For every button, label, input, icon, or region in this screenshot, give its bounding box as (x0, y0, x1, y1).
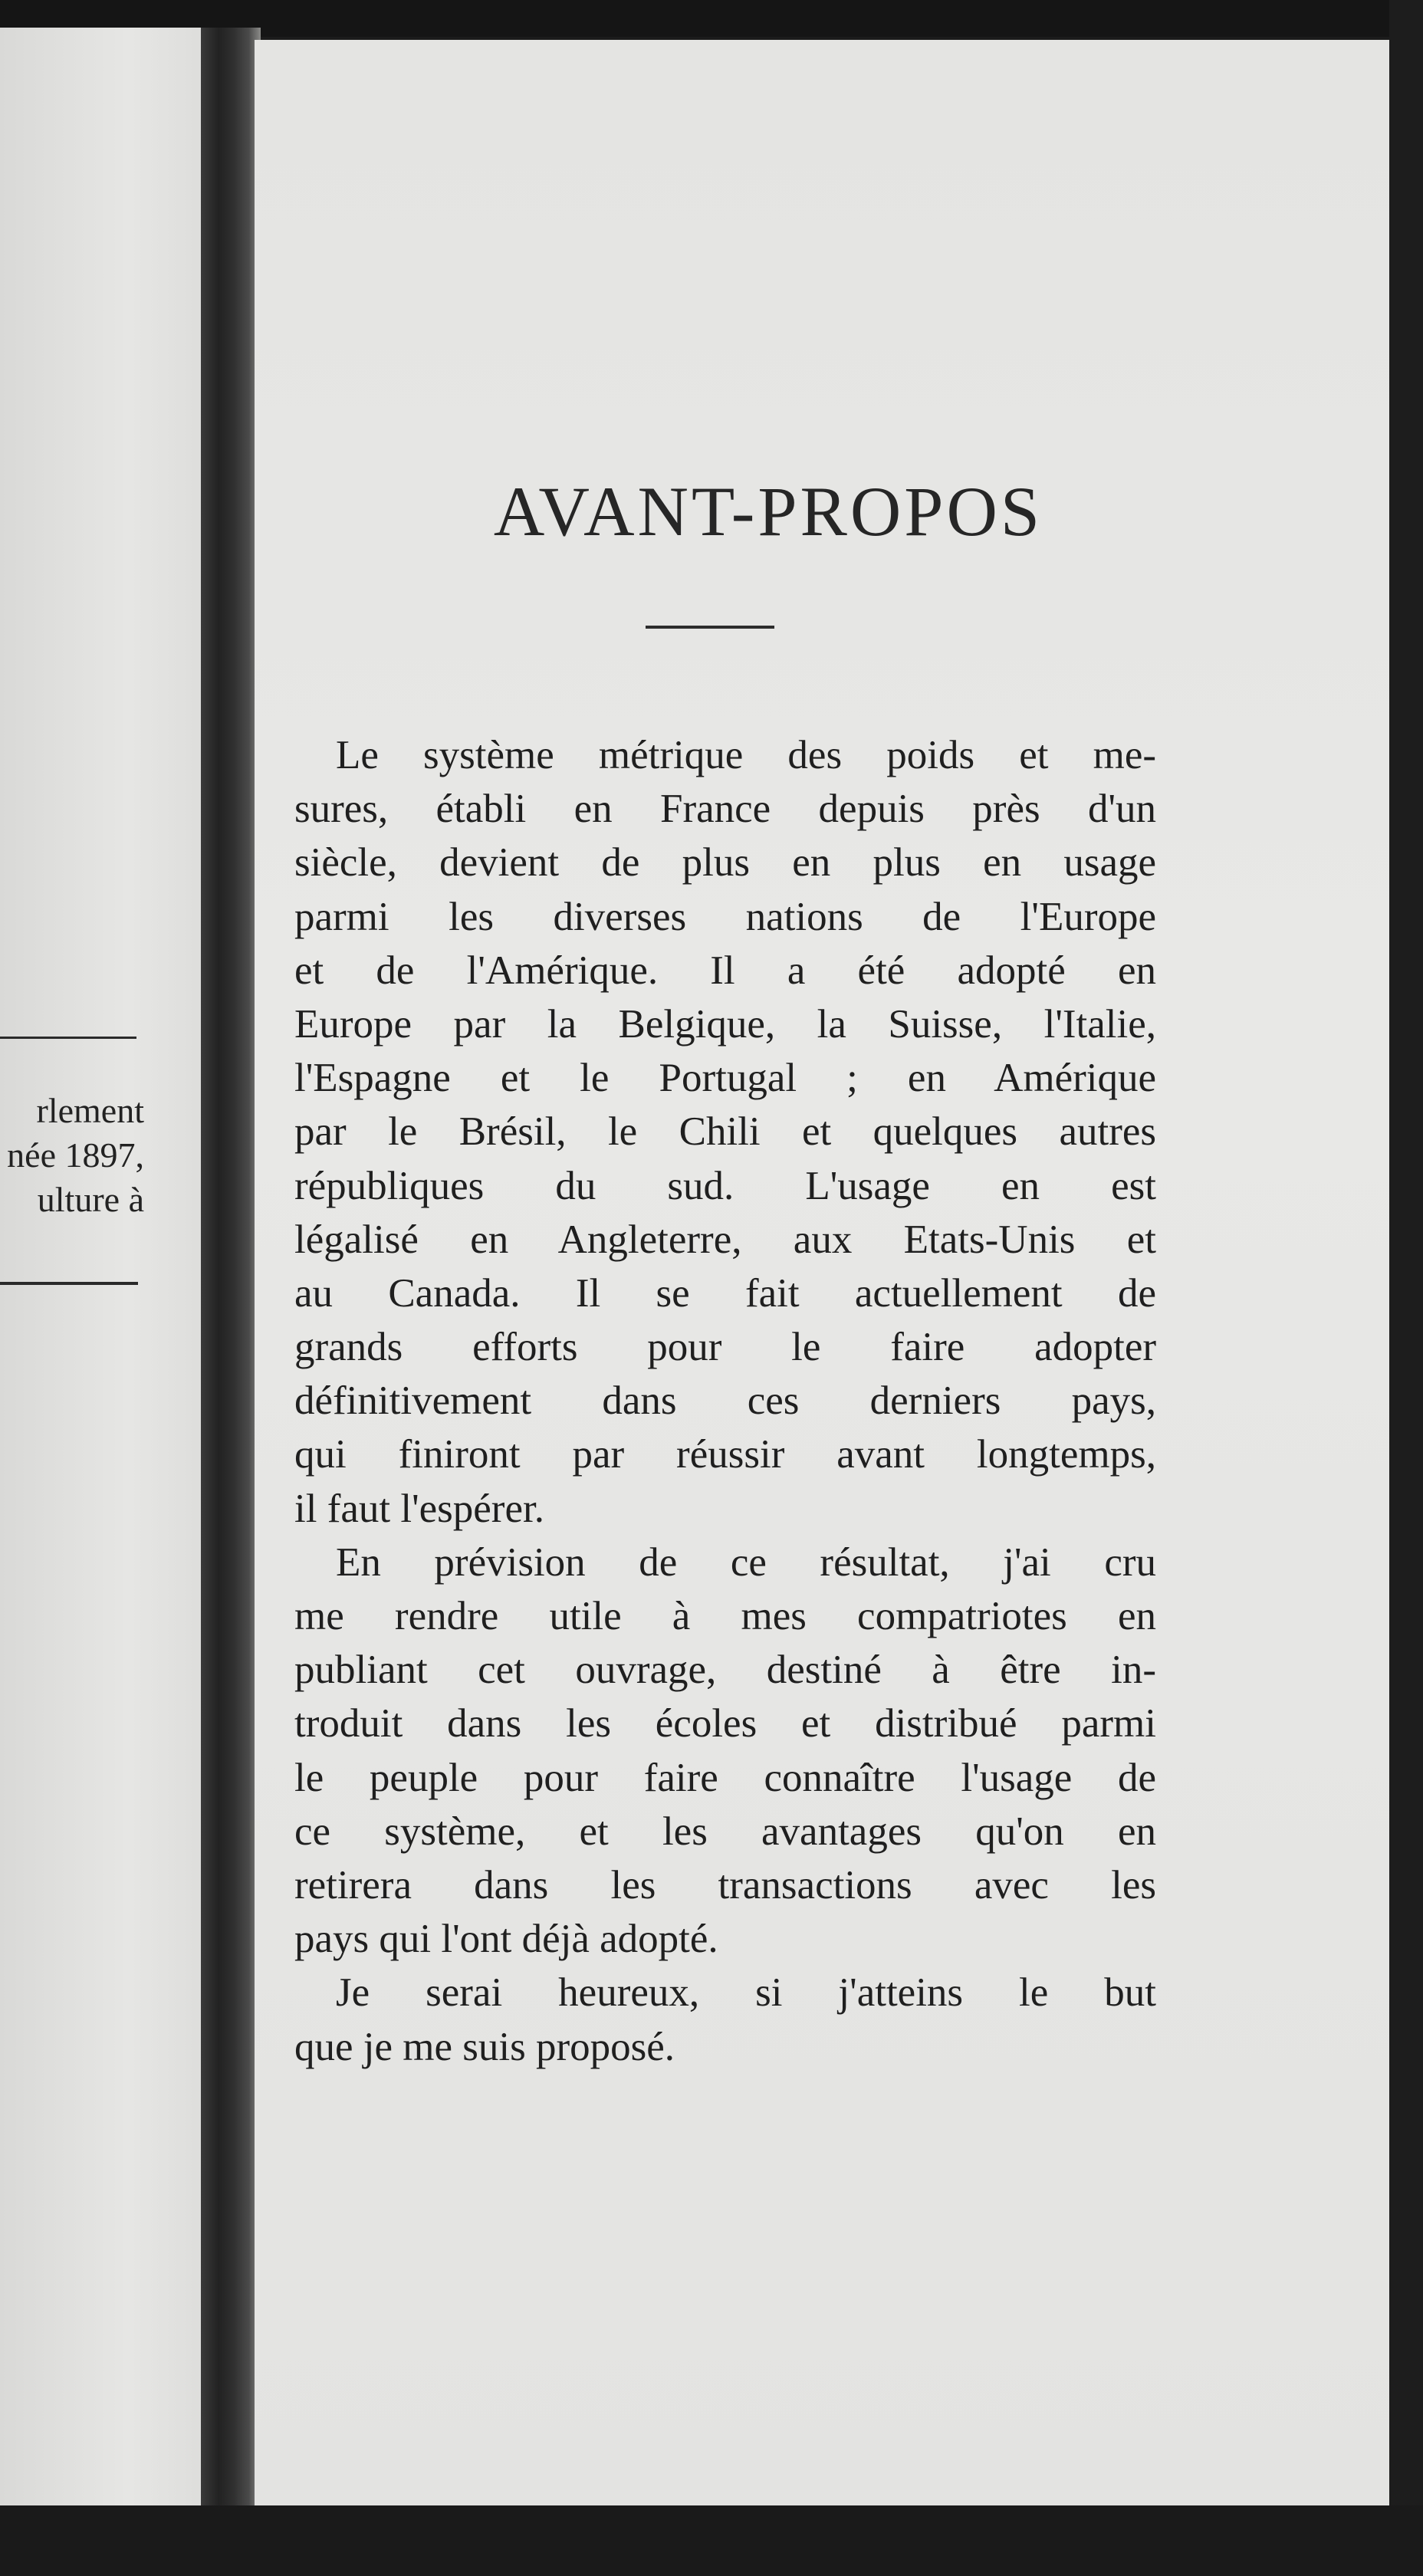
text-line: pays qui l'ont déjà adopté. (294, 1917, 718, 1962)
left-page-rule-bottom (0, 1282, 138, 1285)
text-line: parmi les diverses nations de l'Europe (294, 894, 1156, 939)
text-line: ce système, et les avantages qu'on en (294, 1809, 1156, 1854)
text-line: l'Espagne et le Portugal ; en Amérique (294, 1056, 1156, 1101)
text-line: publiant cet ouvrage, destiné à être in- (294, 1648, 1156, 1693)
left-page-text (7, 1089, 144, 1222)
left-page-line: ulture à (37, 1180, 144, 1219)
text-line: et de l'Amérique. Il a été adopté en (294, 948, 1156, 993)
text-line: me rendre utile à mes compatriotes en (294, 1594, 1156, 1638)
text-line: définitivement dans ces derniers pays, (294, 1378, 1156, 1424)
right-page (255, 40, 1389, 2505)
text-line: que je me suis proposé. (294, 2024, 675, 2069)
text-line: républiques du sud. L'usage en est (294, 1163, 1156, 1208)
preface-text (294, 728, 1156, 2074)
text-line: le peuple pour faire connaître l'usage de (294, 1755, 1156, 1800)
text-line: sures, établi en France depuis près d'un (294, 787, 1156, 832)
text-line: troduit dans les écoles et distribué parmi (294, 1701, 1156, 1746)
text-line: grands efforts pour le faire adopter (294, 1325, 1156, 1370)
text-line: qui finiront par réussir avant longtemps, (294, 1432, 1156, 1477)
book-gutter (201, 28, 261, 2505)
scan-frame-right (1389, 0, 1423, 2576)
text-line: Le système métrique des poids et me- (336, 733, 1156, 777)
text-line: légalisé en Angleterre, aux Etats-Unis et (294, 1217, 1156, 1262)
title-rule (646, 626, 774, 629)
left-page (0, 28, 215, 2505)
text-line: Je serai heureux, si j'atteins le but (336, 1970, 1156, 2016)
page-title: AVANT-PROPOS (493, 472, 1043, 550)
scan-frame-bottom (0, 2505, 1423, 2576)
left-page-line: rlement (36, 1091, 144, 1130)
text-line: il faut l'espérer. (294, 1486, 544, 1531)
text-line: retirera dans les transactions avec les (294, 1862, 1156, 1907)
text-line: au Canada. Il se fait actuellement de (294, 1270, 1156, 1316)
left-page-line: née 1897, (7, 1135, 144, 1175)
text-line: En prévision de ce résultat, j'ai cru (336, 1539, 1156, 1585)
text-line: Europe par la Belgique, la Suisse, l'Italie, (294, 1001, 1156, 1046)
text-line: siècle, devient de plus en plus en usage (294, 840, 1156, 886)
text-line: par le Brésil, le Chili et quelques autres (294, 1109, 1156, 1155)
left-page-rule-top (0, 1037, 136, 1039)
